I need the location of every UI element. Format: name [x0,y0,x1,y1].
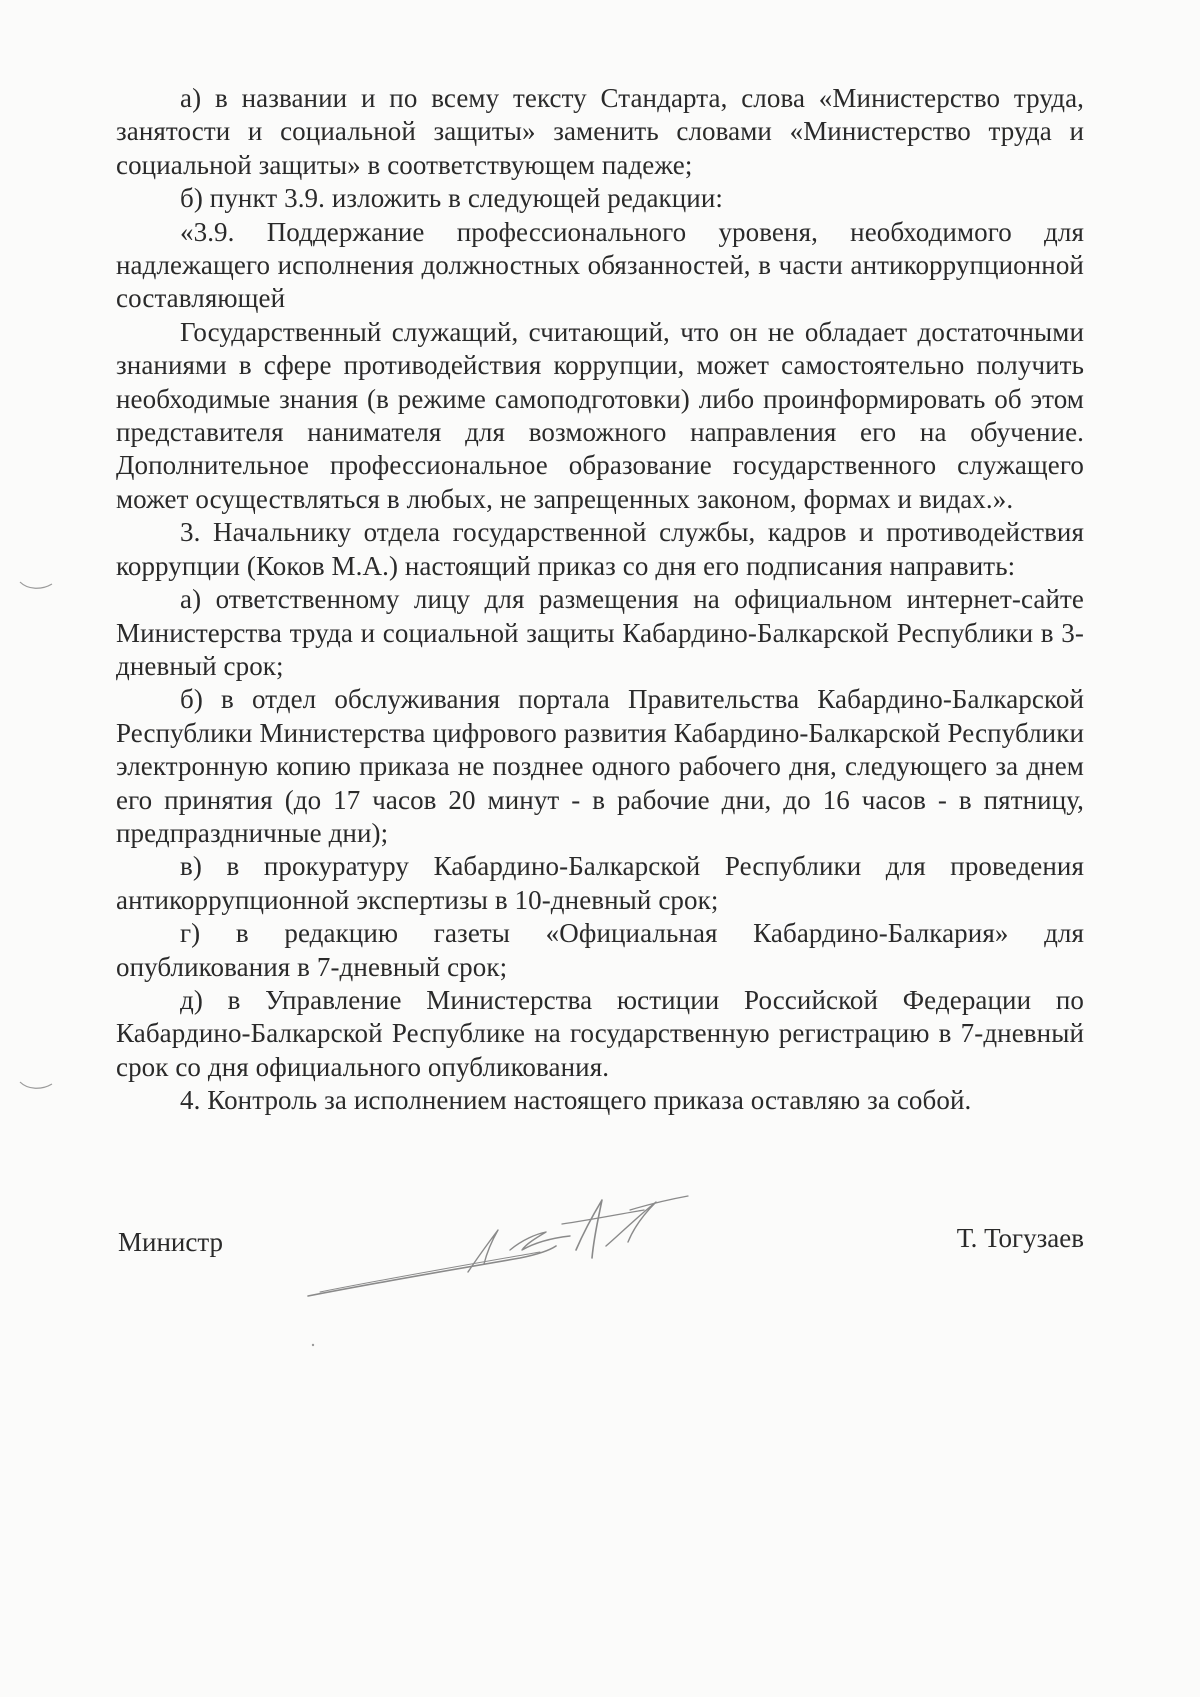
paragraph-3v-prosecutor: в) в прокуратуру Кабардино-Балкарской Республики для проведения антикоррупционной экспертизы в 10-дневный срок; [116,851,1084,915]
paragraph-a-rename: а) в названии и по всему тексту Стандарта, слова «Министерство труда, занятости и социальной защиты» заменить словами «Министерство труда и социальной защиты» в соответствующем падеже; [116,83,1084,180]
paragraph-3a-website: а) ответственному лицу для размещения на официальном интернет-сайте Министерства труда и социальной защиты Кабардино-Балкарской Республики в 3-дневный срок; [116,584,1084,681]
paragraph-b-intro: б) пункт 3.9. изложить в следующей редакции: [180,183,724,214]
scan-edge-mark [18,1078,54,1092]
handwritten-signature [300,1180,740,1300]
paragraph-3-instruction: 3. Начальнику отдела государственной службы, кадров и противодействия коррупции (Коков М.А.) настоящий приказ со дня его подписания направить: [116,517,1084,581]
document-body [116,82,1084,1118]
paragraph-3b-portal: б) в отдел обслуживания портала Правительства Кабардино-Балкарской Республики Министерства цифрового развития Кабардино-Балкарской Республики электронную копию приказа не позднее одного рабочего дня, следующего за днем его принятия (до 17 часов 20 минут - в рабочие дни, до 16 часов - в пятницу, предпраздничные дни); [116,684,1084,848]
paragraph-3g-newspaper: г) в редакцию газеты «Официальная Кабардино-Балкария» для опубликования в 7-дневный срок; [116,918,1084,982]
paragraph-3-9-heading: «3.9. Поддержание профессионального уровеня, необходимого для надлежащего исполнения должностных обязанностей, в части антикоррупционной составляющей [116,216,1084,314]
scan-edge-mark [18,578,54,592]
scan-dust-dot [310,1342,316,1348]
signatory-name: Т. Тогузаев [956,1223,1084,1253]
signatory-role: Министр [118,1227,223,1257]
paragraph-3d-justice: д) в Управление Министерства юстиции Российской Федерации по Кабардино-Балкарской Республике на государственную регистрацию в 7-дневный срок со дня официального опубликования. [116,984,1084,1082]
paragraph-4-control: 4. Контроль за исполнением настоящего приказа оставляю за собой. [180,1085,972,1116]
paragraph-3-9-body: Государственный служащий, считающий, что он не обладает достаточными знаниями в сфере противодействия коррупции, может самостоятельно получить необходимые знания (в режиме самоподготовки) либо проинформировать об этом представителя нанимателя для возможного направления его на обучение. Дополнительное профессиональное образование государственного служащего может осуществляться в любых, не запрещенных законом, формах и видах.». [116,316,1084,514]
